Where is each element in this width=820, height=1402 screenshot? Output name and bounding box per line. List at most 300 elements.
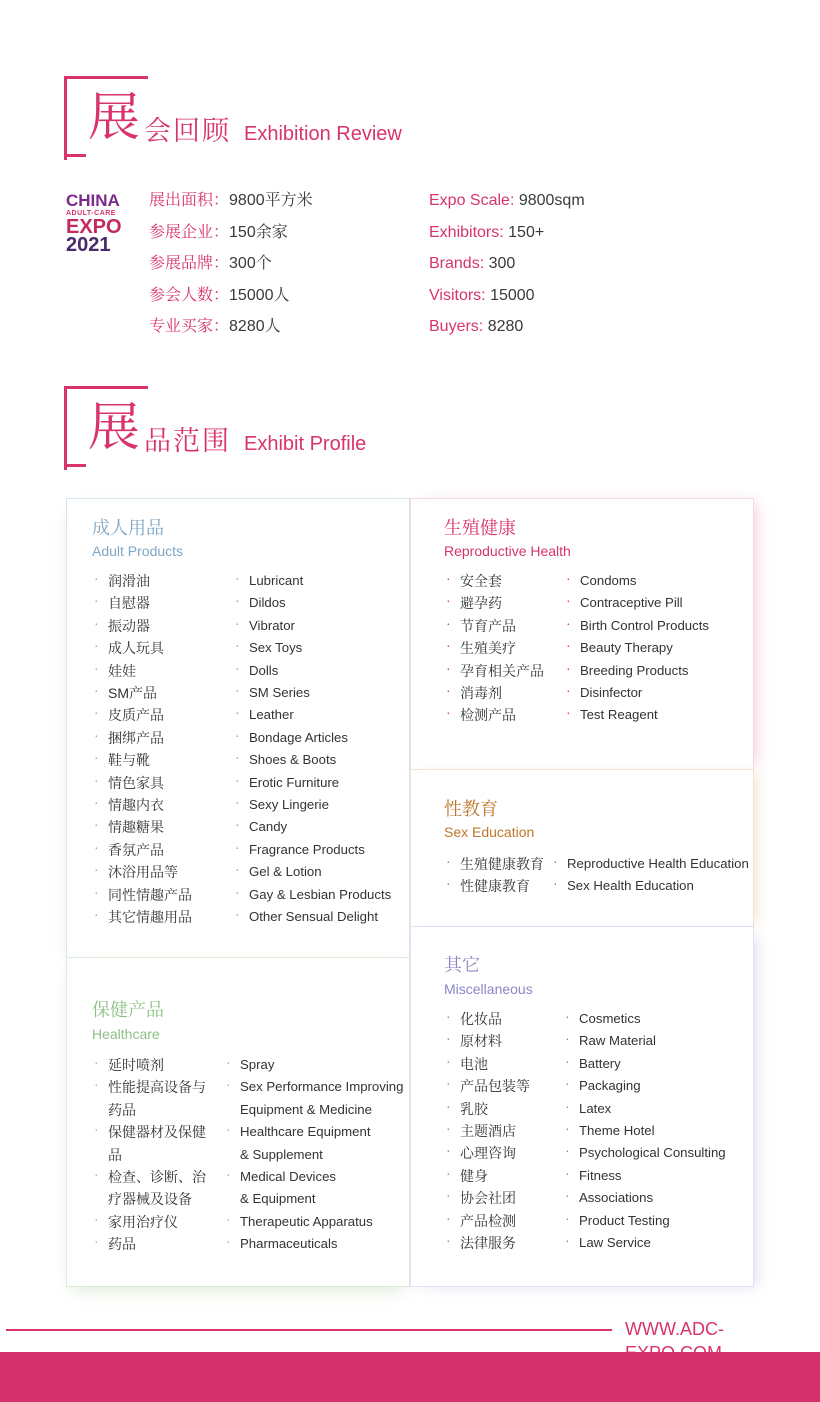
list-item [233,884,391,906]
stat-label: Buyers: [429,318,488,336]
list-item-label: 电池 [460,1055,488,1072]
stat-value: 300个 [229,255,272,273]
logo-line-china: CHINA [66,191,120,210]
header-title-cn: 会回顾 [144,116,231,146]
list-item [224,1233,403,1255]
bullet-icon: · [94,749,99,766]
bullet-icon: · [94,1121,99,1138]
list-item [224,1099,403,1121]
bullet-icon: · [565,1187,570,1204]
list-item [564,660,709,682]
stat-value: 300 [488,255,516,273]
stat-label: 展出面积： [149,192,230,209]
list-item [224,1166,403,1188]
footer-bar [0,1352,820,1402]
stat-row [429,283,585,315]
list-item-label: 成人玩具 [108,640,164,657]
bullet-icon: · [566,659,571,676]
bullet-icon: · [565,1142,570,1159]
list-item-label: 乳胶 [460,1100,488,1117]
list-item [224,1054,403,1076]
logo-line-year: 2021 [66,234,111,256]
list-item [233,660,391,682]
card-title-en: Reproductive Health [444,543,571,559]
list-item [564,682,709,704]
bullet-icon: · [235,637,240,654]
bullet-icon: · [94,1233,99,1250]
list-item-label: Sex Performance Improving [240,1079,404,1095]
list-item [564,637,709,659]
bullet-icon: · [226,1210,231,1227]
bullet-icon: · [94,1210,99,1227]
bullet-icon: · [565,1232,570,1249]
list-item [563,1075,726,1097]
bullet-icon: · [94,592,99,609]
list-item-label: Dolls [249,662,279,678]
list-item [444,875,544,897]
adult-list-cn [92,570,192,929]
list-item [563,1098,726,1120]
repro-list-en [564,570,709,727]
card-title-cn: 性教育 [444,799,498,819]
bullet-icon: · [235,682,240,699]
card-miscellaneous [410,926,754,1287]
list-item-label: 鞋与靴 [108,752,150,769]
bullet-icon: · [235,726,240,743]
bullet-icon: · [565,1097,570,1114]
list-item-label: 振动器 [108,617,150,634]
header-title-en: Exhibition Review [244,123,402,145]
sexedu-list-en [551,853,749,898]
misc-list-cn [444,1008,530,1254]
list-item [444,1142,530,1164]
list-item [444,1008,530,1030]
list-item-label: Pharmaceuticals [240,1236,338,1252]
list-item [563,1142,726,1164]
list-item-label: 情趣内衣 [108,797,164,814]
list-item [551,853,749,875]
bullet-icon: · [446,1008,451,1024]
bullet-icon: · [565,1052,570,1069]
list-item-label: 药品 [108,1236,136,1253]
list-item [92,570,192,592]
list-item [92,1099,206,1121]
list-item [444,1030,530,1052]
list-item [233,592,391,614]
list-item [92,861,192,883]
stat-label: Visitors: [429,286,491,304]
list-item [233,570,391,592]
bullet-icon: · [565,1030,570,1047]
stat-row [149,188,313,220]
list-item-label: Therapeutic Apparatus [240,1213,373,1229]
bullet-icon: · [235,704,240,721]
bullet-icon: · [446,1187,451,1204]
stat-row [149,283,313,315]
sexedu-list-cn [444,853,544,898]
list-item [233,794,391,816]
bullet-icon: · [94,704,99,721]
list-item [233,839,391,861]
list-item-label: 协会社团 [460,1190,516,1207]
list-item-label: Cosmetics [579,1011,641,1026]
expo-logo [66,192,130,256]
repro-list-cn [444,570,544,727]
list-item-label: 消毒剂 [460,685,502,702]
bullet-icon: · [446,637,451,654]
bullet-icon: · [446,1142,451,1159]
list-item [551,875,749,897]
card-title-en: Adult Products [92,543,184,559]
card-healthcare [66,957,410,1287]
card-adult-products [66,498,410,958]
card-title-en: Healthcare [92,1026,160,1042]
bullet-icon: · [94,659,99,676]
list-item-label: Law Service [579,1235,651,1251]
bullet-icon: · [226,1121,231,1138]
list-item [92,772,192,794]
bullet-icon: · [446,1030,451,1047]
card-reproductive-health [410,498,754,770]
list-item-label: Medical Devices [240,1169,337,1185]
list-item-label: & Supplement [240,1146,323,1162]
list-item-label: 检查、诊断、治 [108,1169,206,1186]
list-item-label: 沐浴用品等 [108,864,178,881]
bullet-icon: · [235,816,240,833]
list-item-label: 同性情趣产品 [108,886,192,903]
list-item-label: Lubricant [249,573,304,588]
list-item-label: 皮质产品 [108,707,164,724]
list-item [444,1075,530,1097]
list-item-label: Reproductive Health Education [567,856,749,871]
bullet-icon: · [553,875,558,892]
stat-label: Exhibitors: [429,223,509,241]
list-item-label: Equipment & Medicine [240,1101,372,1117]
card-title-cn: 成人用品 [92,518,164,538]
bullet-icon: · [94,1166,99,1183]
list-item [233,861,391,883]
stat-row [429,314,585,346]
stat-label: 参展企业： [149,223,230,241]
stat-value: 8280 [487,318,524,336]
misc-list-en [563,1008,726,1254]
card-title-cn: 生殖健康 [444,518,516,538]
list-item [233,704,391,726]
list-item [444,637,544,659]
list-item [224,1144,403,1166]
list-item-label: Other Sensual Delight [249,909,379,925]
list-item [563,1120,726,1142]
logo-line-adult-care: ADULT-CARE [66,210,116,217]
list-item [92,884,192,906]
list-item-label: 自慰器 [108,595,150,612]
list-item [92,1144,206,1166]
list-item-label: Vibrator [249,617,295,633]
list-item-label: 润滑油 [108,573,150,589]
bullet-icon: · [446,659,451,676]
list-item-label: Associations [579,1190,654,1206]
list-item [444,660,544,682]
list-item [563,1165,726,1187]
list-item-label: 主题酒店 [460,1123,516,1140]
footer-divider [6,1329,612,1331]
list-item-label: 避孕药 [460,595,502,612]
list-item-label: 药品 [108,1101,136,1118]
bullet-icon: · [235,771,240,788]
bullet-icon: · [565,1164,570,1181]
list-item-label: Gay & Lesbian Products [249,886,392,902]
list-item-label: 产品检测 [460,1212,516,1229]
stat-row [429,220,585,252]
health-list-en [224,1054,403,1256]
bullet-icon: · [94,906,99,923]
list-item-label: 健身 [460,1167,488,1184]
bullet-icon: · [446,1120,451,1137]
list-item [92,906,192,928]
list-item [564,704,709,726]
list-item-label: Latex [579,1100,612,1116]
list-item-label: SM Series [249,685,310,701]
bullet-icon: · [94,794,99,811]
stat-row [149,314,313,346]
list-item [92,1188,206,1210]
header-title-cn: 品范围 [144,426,231,456]
list-item [92,615,192,637]
bullet-icon: · [235,838,240,855]
bullet-icon: · [446,704,451,721]
bullet-icon: · [553,853,558,869]
list-item-label: 心理咨询 [460,1145,516,1162]
stat-value: 9800sqm [518,192,585,209]
header-title-en: Exhibit Profile [244,433,367,455]
list-item [444,1232,530,1254]
bullet-icon: · [94,570,99,586]
bullet-icon: · [226,1054,231,1070]
list-item-label: 其它情趣用品 [108,909,192,926]
footer-website-link[interactable]: WWW.ADC- [625,1319,724,1339]
card-title-cn: 保健产品 [92,1000,164,1020]
stat-value: 9800平方米 [229,192,313,209]
list-item-label: Spray [240,1057,275,1072]
stat-value: 150+ [508,223,545,241]
bullet-icon: · [446,614,451,631]
bullet-icon: · [94,1076,99,1093]
list-item [92,637,192,659]
list-item-label: Condoms [580,573,637,588]
card-title-cn: 其它 [444,955,480,975]
health-list-cn [92,1054,206,1256]
list-item-label: 家用治疗仪 [108,1213,178,1230]
list-item [444,1120,530,1142]
list-item-label: 情趣糖果 [108,819,164,836]
bullet-icon: · [566,682,571,699]
list-item [92,1233,206,1255]
list-item-label: 原材料 [460,1033,502,1050]
list-item [444,1165,530,1187]
list-item-label: Disinfector [580,685,643,701]
stats-cn [149,188,313,346]
bullet-icon: · [226,1233,231,1250]
list-item-label: Sexy Lingerie [249,797,329,813]
list-item-label: Candy [249,819,288,835]
adult-list-en [233,570,391,929]
card-title-en: Sex Education [444,824,535,840]
list-item [564,615,709,637]
bullet-icon: · [446,1232,451,1249]
list-item-label: Fragrance Products [249,841,365,857]
list-item-label: Sex Toys [249,640,303,656]
list-item-label: 捆绑产品 [108,729,164,746]
list-item-label: & Equipment [240,1191,316,1207]
list-item-label: 安全套 [460,573,502,589]
header-big-char: 展 [88,88,141,148]
bullet-icon: · [566,637,571,654]
list-item-label: 娃娃 [108,662,136,679]
list-item [92,794,192,816]
stat-value: 15000人 [229,286,290,304]
list-item [444,1210,530,1232]
list-item-label: Product Testing [579,1212,670,1228]
list-item [233,749,391,771]
bullet-icon: · [235,794,240,811]
list-item-label: Beauty Therapy [580,640,673,656]
list-item-label: Gel & Lotion [249,864,322,880]
bullet-icon: · [235,659,240,676]
stat-label: 专业买家： [149,318,230,336]
bullet-icon: · [235,570,240,586]
list-item-label: Theme Hotel [579,1123,655,1139]
bullet-icon: · [566,614,571,631]
stat-label: Brands: [429,255,489,273]
bullet-icon: · [446,1209,451,1226]
list-item [233,816,391,838]
list-item-label: Psychological Consulting [579,1145,726,1161]
list-item-label: 性能提高设备与 [108,1079,206,1096]
stat-label: 参展品牌： [149,255,230,273]
list-item-label: 检测产品 [460,707,516,724]
list-item [444,1053,530,1075]
list-item [444,1098,530,1120]
list-item-label: Battery [579,1055,621,1071]
list-item [564,570,709,592]
list-item [92,682,192,704]
bullet-icon: · [446,1075,451,1092]
bullet-icon: · [566,704,571,721]
bullet-icon: · [565,1008,570,1024]
bullet-icon: · [565,1120,570,1137]
list-item-label: Erotic Furniture [249,774,340,790]
list-item [92,1121,206,1143]
list-item [92,1166,206,1188]
list-item-label: SM产品 [108,685,157,702]
bullet-icon: · [565,1075,570,1092]
stat-row [429,188,585,220]
bullet-icon: · [235,749,240,766]
bullet-icon: · [235,906,240,923]
list-item-label: Bondage Articles [249,729,348,745]
list-item-label: 疗器械及设备 [108,1191,192,1208]
list-item [224,1076,403,1098]
list-item [233,906,391,928]
stats-en [429,188,585,346]
stat-value: 150余家 [229,223,288,241]
list-item [92,1211,206,1233]
list-item [233,682,391,704]
list-item-label: Dildos [249,595,286,611]
list-item [563,1053,726,1075]
header-bracket-foot [64,464,86,467]
bullet-icon: · [94,883,99,900]
list-item-label: Healthcare Equipment [240,1124,371,1140]
list-item [444,615,544,637]
stat-value: 15000 [490,286,535,304]
bullet-icon: · [446,1052,451,1069]
list-item-label: Sex Health Education [567,878,694,894]
logo-line-expo: EXPO [66,216,122,238]
bullet-icon: · [566,570,571,586]
card-sex-education [410,769,754,927]
list-item-label: 延时喷剂 [108,1057,164,1073]
list-item [224,1121,403,1143]
list-item-label: Contraceptive Pill [580,595,683,611]
bullet-icon: · [446,682,451,699]
list-item [563,1210,726,1232]
list-item-label: 孕育相关产品 [460,662,544,679]
list-item [92,704,192,726]
list-item-label: Breeding Products [580,662,689,678]
list-item [92,816,192,838]
list-item [92,727,192,749]
exhibit-profile-header [64,386,484,470]
bullet-icon: · [235,883,240,900]
bullet-icon: · [446,1164,451,1181]
list-item [233,637,391,659]
list-item [92,749,192,771]
bullet-icon: · [94,1054,99,1070]
list-item-label: 情色家具 [108,774,164,791]
list-item [224,1188,403,1210]
exhibition-review-header [64,76,484,160]
list-item-label: Birth Control Products [580,617,709,633]
list-item-label: 节育产品 [460,617,516,634]
bullet-icon: · [94,637,99,654]
list-item [444,682,544,704]
list-item [92,660,192,682]
list-item [564,592,709,614]
list-item-label: Test Reagent [580,707,658,723]
list-item [224,1211,403,1233]
bullet-icon: · [566,592,571,609]
list-item [92,592,192,614]
list-item [233,727,391,749]
list-item [233,615,391,637]
list-item-label: Raw Material [579,1033,656,1049]
bullet-icon: · [226,1076,231,1093]
list-item-label: 产品包装等 [460,1078,530,1095]
list-item [444,570,544,592]
bullet-icon: · [446,570,451,586]
bullet-icon: · [235,614,240,631]
list-item-label: 生殖健康教育 [460,856,544,872]
bullet-icon: · [235,861,240,878]
stat-label: 参会人数： [149,286,230,304]
list-item-label: 法律服务 [460,1235,516,1252]
bullet-icon: · [94,614,99,631]
bullet-icon: · [446,853,451,869]
list-item-label: Shoes & Boots [249,752,337,768]
list-item [444,853,544,875]
bullet-icon: · [446,1097,451,1114]
